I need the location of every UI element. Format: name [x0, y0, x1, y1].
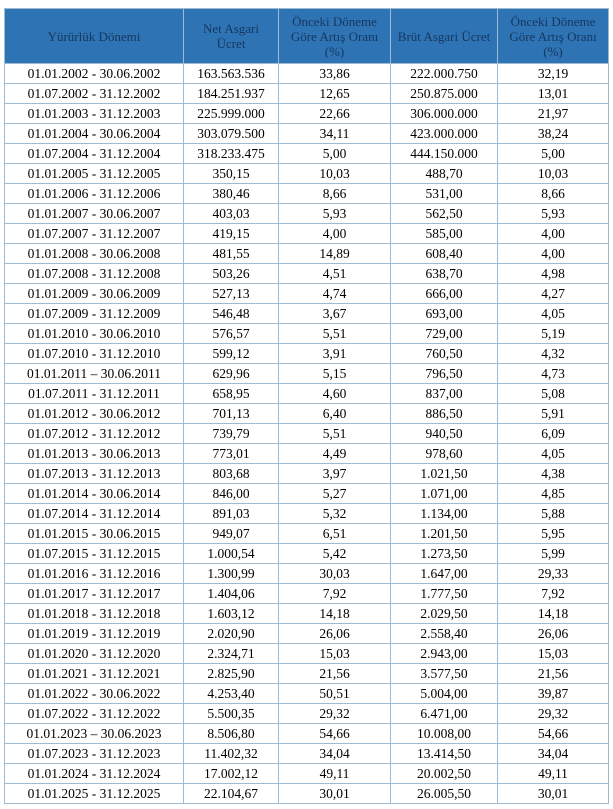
table-row	[5, 744, 609, 764]
cell-net-wage: 303.079.500	[184, 124, 279, 144]
table-row	[5, 84, 609, 104]
cell-gross-wage: 26.005,50	[391, 784, 498, 804]
cell-net-increase-rate: 5,15	[279, 364, 391, 384]
cell-gross-wage: 3.577,50	[391, 664, 498, 684]
cell-net-wage: 546,48	[184, 304, 279, 324]
cell-period: 01.01.2018 - 31.12.2018	[5, 604, 184, 624]
cell-period: 01.07.2014 - 31.12.2014	[5, 504, 184, 524]
table-row	[5, 664, 609, 684]
cell-period: 01.07.2004 - 31.12.2004	[5, 144, 184, 164]
cell-gross-increase-rate: 39,87	[498, 684, 609, 704]
cell-period: 01.01.2019 - 31.12.2019	[5, 624, 184, 644]
cell-net-increase-rate: 29,32	[279, 704, 391, 724]
cell-gross-wage: 1.647,00	[391, 564, 498, 584]
table-row	[5, 724, 609, 744]
cell-gross-increase-rate: 5,95	[498, 524, 609, 544]
cell-gross-wage: 562,50	[391, 204, 498, 224]
cell-period: 01.01.2009 - 30.06.2009	[5, 284, 184, 304]
cell-net-wage: 527,13	[184, 284, 279, 304]
cell-period: 01.07.2023 - 31.12.2023	[5, 744, 184, 764]
table-row	[5, 504, 609, 524]
cell-net-wage: 350,15	[184, 164, 279, 184]
cell-gross-increase-rate: 5,91	[498, 404, 609, 424]
cell-net-increase-rate: 50,51	[279, 684, 391, 704]
cell-period: 01.07.2009 - 31.12.2009	[5, 304, 184, 324]
cell-net-increase-rate: 54,66	[279, 724, 391, 744]
cell-period: 01.01.2010 - 30.06.2010	[5, 324, 184, 344]
table-row	[5, 284, 609, 304]
table-row	[5, 244, 609, 264]
minimum-wage-table	[4, 8, 609, 804]
cell-period: 01.01.2024 - 31.12.2024	[5, 764, 184, 784]
cell-period: 01.07.2010 - 31.12.2010	[5, 344, 184, 364]
table-row	[5, 644, 609, 664]
cell-net-wage: 22.104,67	[184, 784, 279, 804]
cell-gross-wage: 978,60	[391, 444, 498, 464]
cell-net-wage: 1.404,06	[184, 584, 279, 604]
cell-gross-wage: 423.000.000	[391, 124, 498, 144]
cell-gross-wage: 729,00	[391, 324, 498, 344]
cell-net-wage: 419,15	[184, 224, 279, 244]
cell-gross-increase-rate: 4,00	[498, 244, 609, 264]
cell-gross-wage: 6.471,00	[391, 704, 498, 724]
table-row	[5, 604, 609, 624]
cell-gross-increase-rate: 5,93	[498, 204, 609, 224]
cell-gross-wage: 1.777,50	[391, 584, 498, 604]
cell-gross-wage: 886,50	[391, 404, 498, 424]
cell-net-increase-rate: 26,06	[279, 624, 391, 644]
table-row	[5, 684, 609, 704]
cell-gross-wage: 5.004,00	[391, 684, 498, 704]
cell-net-wage: 225.999.000	[184, 104, 279, 124]
cell-period: 01.07.2002 - 31.12.2002	[5, 84, 184, 104]
cell-gross-wage: 306.000.000	[391, 104, 498, 124]
cell-gross-wage: 585,00	[391, 224, 498, 244]
cell-net-increase-rate: 4,00	[279, 224, 391, 244]
cell-period: 01.07.2022 - 31.12.2022	[5, 704, 184, 724]
cell-gross-wage: 222.000.750	[391, 64, 498, 84]
cell-net-wage: 2.825,90	[184, 664, 279, 684]
cell-gross-wage: 1.201,50	[391, 524, 498, 544]
cell-gross-increase-rate: 29,32	[498, 704, 609, 724]
cell-net-wage: 576,57	[184, 324, 279, 344]
cell-net-wage: 17.002,12	[184, 764, 279, 784]
cell-gross-increase-rate: 21,56	[498, 664, 609, 684]
cell-gross-wage: 10.008,00	[391, 724, 498, 744]
cell-net-wage: 11.402,32	[184, 744, 279, 764]
cell-net-wage: 2.020,90	[184, 624, 279, 644]
cell-net-increase-rate: 12,65	[279, 84, 391, 104]
table-row	[5, 344, 609, 364]
column-header-period: Yürürlük Dönemi	[5, 9, 184, 64]
cell-net-increase-rate: 4,60	[279, 384, 391, 404]
cell-gross-wage: 250.875.000	[391, 84, 498, 104]
table-row	[5, 584, 609, 604]
cell-net-increase-rate: 14,89	[279, 244, 391, 264]
cell-net-increase-rate: 34,11	[279, 124, 391, 144]
cell-net-increase-rate: 30,01	[279, 784, 391, 804]
table-row	[5, 384, 609, 404]
cell-gross-wage: 1.273,50	[391, 544, 498, 564]
cell-net-increase-rate: 10,03	[279, 164, 391, 184]
table-row	[5, 564, 609, 584]
cell-period: 01.01.2021 - 31.12.2021	[5, 664, 184, 684]
cell-gross-increase-rate: 26,06	[498, 624, 609, 644]
cell-period: 01.01.2003 - 31.12.2003	[5, 104, 184, 124]
table-row	[5, 704, 609, 724]
cell-gross-wage: 13.414,50	[391, 744, 498, 764]
cell-net-increase-rate: 3,91	[279, 344, 391, 364]
cell-gross-increase-rate: 4,00	[498, 224, 609, 244]
cell-net-increase-rate: 5,42	[279, 544, 391, 564]
cell-gross-increase-rate: 7,92	[498, 584, 609, 604]
cell-gross-wage: 488,70	[391, 164, 498, 184]
cell-net-increase-rate: 4,74	[279, 284, 391, 304]
cell-period: 01.01.2022 - 30.06.2022	[5, 684, 184, 704]
table-row	[5, 184, 609, 204]
cell-gross-increase-rate: 32,19	[498, 64, 609, 84]
cell-net-wage: 803,68	[184, 464, 279, 484]
cell-net-increase-rate: 5,93	[279, 204, 391, 224]
cell-gross-wage: 1.071,00	[391, 484, 498, 504]
cell-net-wage: 318.233.475	[184, 144, 279, 164]
cell-gross-increase-rate: 5,08	[498, 384, 609, 404]
cell-period: 01.01.2020 - 31.12.2020	[5, 644, 184, 664]
column-header-net-wage: Net Asgari Ücret	[184, 9, 279, 64]
cell-gross-wage: 2.029,50	[391, 604, 498, 624]
table-row	[5, 204, 609, 224]
cell-gross-increase-rate: 38,24	[498, 124, 609, 144]
cell-period: 01.01.2013 - 30.06.2013	[5, 444, 184, 464]
cell-net-increase-rate: 15,03	[279, 644, 391, 664]
cell-gross-wage: 2.558,40	[391, 624, 498, 644]
table-row	[5, 484, 609, 504]
cell-net-wage: 403,03	[184, 204, 279, 224]
cell-gross-increase-rate: 5,19	[498, 324, 609, 344]
cell-gross-increase-rate: 8,66	[498, 184, 609, 204]
table-row	[5, 464, 609, 484]
table-row	[5, 424, 609, 444]
cell-gross-wage: 1.134,00	[391, 504, 498, 524]
cell-net-increase-rate: 4,51	[279, 264, 391, 284]
cell-period: 01.01.2007 - 30.06.2007	[5, 204, 184, 224]
cell-period: 01.01.2005 - 31.12.2005	[5, 164, 184, 184]
table-row	[5, 124, 609, 144]
table-row	[5, 544, 609, 564]
cell-gross-wage: 20.002,50	[391, 764, 498, 784]
cell-gross-increase-rate: 30,01	[498, 784, 609, 804]
cell-period: 01.07.2013 - 31.12.2013	[5, 464, 184, 484]
cell-gross-wage: 940,50	[391, 424, 498, 444]
table-row	[5, 324, 609, 344]
table-row	[5, 624, 609, 644]
table-header-row	[5, 9, 609, 64]
cell-gross-increase-rate: 5,99	[498, 544, 609, 564]
cell-period: 01.07.2007 - 31.12.2007	[5, 224, 184, 244]
cell-net-increase-rate: 5,51	[279, 324, 391, 344]
cell-net-wage: 846,00	[184, 484, 279, 504]
table-row	[5, 524, 609, 544]
cell-net-wage: 1.603,12	[184, 604, 279, 624]
table-body	[5, 64, 609, 804]
cell-gross-wage: 693,00	[391, 304, 498, 324]
cell-gross-increase-rate: 4,27	[498, 284, 609, 304]
column-header-gross-wage: Brüt Asgari Ücret	[391, 9, 498, 64]
cell-net-wage: 2.324,71	[184, 644, 279, 664]
cell-net-increase-rate: 3,97	[279, 464, 391, 484]
cell-net-increase-rate: 5,32	[279, 504, 391, 524]
cell-period: 01.01.2012 - 30.06.2012	[5, 404, 184, 424]
cell-net-wage: 8.506,80	[184, 724, 279, 744]
column-header-net-increase-rate: Önceki Döneme Göre Artış Oranı (%)	[279, 9, 391, 64]
cell-net-wage: 4.253,40	[184, 684, 279, 704]
cell-net-wage: 481,55	[184, 244, 279, 264]
table-row	[5, 104, 609, 124]
cell-period: 01.07.2008 - 31.12.2008	[5, 264, 184, 284]
cell-gross-wage: 760,50	[391, 344, 498, 364]
cell-gross-increase-rate: 21,97	[498, 104, 609, 124]
cell-gross-increase-rate: 54,66	[498, 724, 609, 744]
cell-net-wage: 1.300,99	[184, 564, 279, 584]
cell-gross-increase-rate: 4,05	[498, 304, 609, 324]
cell-net-increase-rate: 49,11	[279, 764, 391, 784]
cell-period: 01.01.2017 - 31.12.2017	[5, 584, 184, 604]
cell-net-wage: 1.000,54	[184, 544, 279, 564]
cell-gross-increase-rate: 29,33	[498, 564, 609, 584]
cell-net-wage: 739,79	[184, 424, 279, 444]
cell-period: 01.01.2004 - 30.06.2004	[5, 124, 184, 144]
cell-gross-wage: 666,00	[391, 284, 498, 304]
table-row	[5, 144, 609, 164]
cell-gross-increase-rate: 4,32	[498, 344, 609, 364]
table-row	[5, 444, 609, 464]
cell-net-increase-rate: 33,86	[279, 64, 391, 84]
cell-gross-wage: 444.150.000	[391, 144, 498, 164]
table-row	[5, 404, 609, 424]
cell-net-wage: 380,46	[184, 184, 279, 204]
cell-gross-increase-rate: 4,98	[498, 264, 609, 284]
cell-gross-wage: 2.943,00	[391, 644, 498, 664]
cell-period: 01.07.2012 - 31.12.2012	[5, 424, 184, 444]
table-row	[5, 304, 609, 324]
table-row	[5, 784, 609, 804]
cell-gross-increase-rate: 34,04	[498, 744, 609, 764]
cell-period: 01.01.2023 – 30.06.2023	[5, 724, 184, 744]
cell-net-increase-rate: 34,04	[279, 744, 391, 764]
cell-period: 01.01.2008 - 30.06.2008	[5, 244, 184, 264]
cell-period: 01.01.2006 - 31.12.2006	[5, 184, 184, 204]
table-row	[5, 64, 609, 84]
cell-gross-wage: 796,50	[391, 364, 498, 384]
cell-gross-increase-rate: 5,88	[498, 504, 609, 524]
cell-net-increase-rate: 7,92	[279, 584, 391, 604]
table-row	[5, 364, 609, 384]
cell-gross-increase-rate: 14,18	[498, 604, 609, 624]
cell-net-increase-rate: 8,66	[279, 184, 391, 204]
cell-gross-wage: 638,70	[391, 264, 498, 284]
cell-gross-increase-rate: 10,03	[498, 164, 609, 184]
cell-net-wage: 503,26	[184, 264, 279, 284]
cell-net-increase-rate: 4,49	[279, 444, 391, 464]
cell-period: 01.01.2025 - 31.12.2025	[5, 784, 184, 804]
cell-gross-wage: 608,40	[391, 244, 498, 264]
cell-net-increase-rate: 5,00	[279, 144, 391, 164]
cell-net-wage: 658,95	[184, 384, 279, 404]
table-row	[5, 764, 609, 784]
cell-net-wage: 891,03	[184, 504, 279, 524]
cell-gross-increase-rate: 4,38	[498, 464, 609, 484]
cell-gross-increase-rate: 5,00	[498, 144, 609, 164]
table-row	[5, 164, 609, 184]
cell-period: 01.01.2011 – 30.06.2011	[5, 364, 184, 384]
cell-gross-wage: 1.021,50	[391, 464, 498, 484]
cell-net-increase-rate: 22,66	[279, 104, 391, 124]
cell-net-increase-rate: 14,18	[279, 604, 391, 624]
cell-gross-wage: 531,00	[391, 184, 498, 204]
cell-net-wage: 163.563.536	[184, 64, 279, 84]
cell-net-increase-rate: 6,51	[279, 524, 391, 544]
cell-net-increase-rate: 6,40	[279, 404, 391, 424]
cell-gross-increase-rate: 13,01	[498, 84, 609, 104]
cell-net-increase-rate: 30,03	[279, 564, 391, 584]
cell-gross-wage: 837,00	[391, 384, 498, 404]
cell-net-wage: 773,01	[184, 444, 279, 464]
cell-period: 01.01.2002 - 30.06.2002	[5, 64, 184, 84]
cell-net-wage: 949,07	[184, 524, 279, 544]
cell-period: 01.01.2015 - 30.06.2015	[5, 524, 184, 544]
cell-period: 01.01.2016 - 31.12.2016	[5, 564, 184, 584]
cell-net-increase-rate: 5,27	[279, 484, 391, 504]
cell-gross-increase-rate: 4,85	[498, 484, 609, 504]
table-row	[5, 224, 609, 244]
cell-gross-increase-rate: 15,03	[498, 644, 609, 664]
cell-net-wage: 629,96	[184, 364, 279, 384]
cell-period: 01.01.2014 - 30.06.2014	[5, 484, 184, 504]
cell-period: 01.07.2015 - 31.12.2015	[5, 544, 184, 564]
cell-period: 01.07.2011 - 31.12.2011	[5, 384, 184, 404]
cell-net-increase-rate: 5,51	[279, 424, 391, 444]
cell-net-wage: 184.251.937	[184, 84, 279, 104]
cell-gross-increase-rate: 6,09	[498, 424, 609, 444]
cell-net-wage: 5.500,35	[184, 704, 279, 724]
cell-net-increase-rate: 3,67	[279, 304, 391, 324]
cell-gross-increase-rate: 4,05	[498, 444, 609, 464]
cell-net-wage: 599,12	[184, 344, 279, 364]
table-row	[5, 264, 609, 284]
column-header-gross-increase-rate: Önceki Döneme Göre Artış Oranı (%)	[498, 9, 609, 64]
cell-net-increase-rate: 21,56	[279, 664, 391, 684]
cell-gross-increase-rate: 4,73	[498, 364, 609, 384]
cell-gross-increase-rate: 49,11	[498, 764, 609, 784]
cell-net-wage: 701,13	[184, 404, 279, 424]
